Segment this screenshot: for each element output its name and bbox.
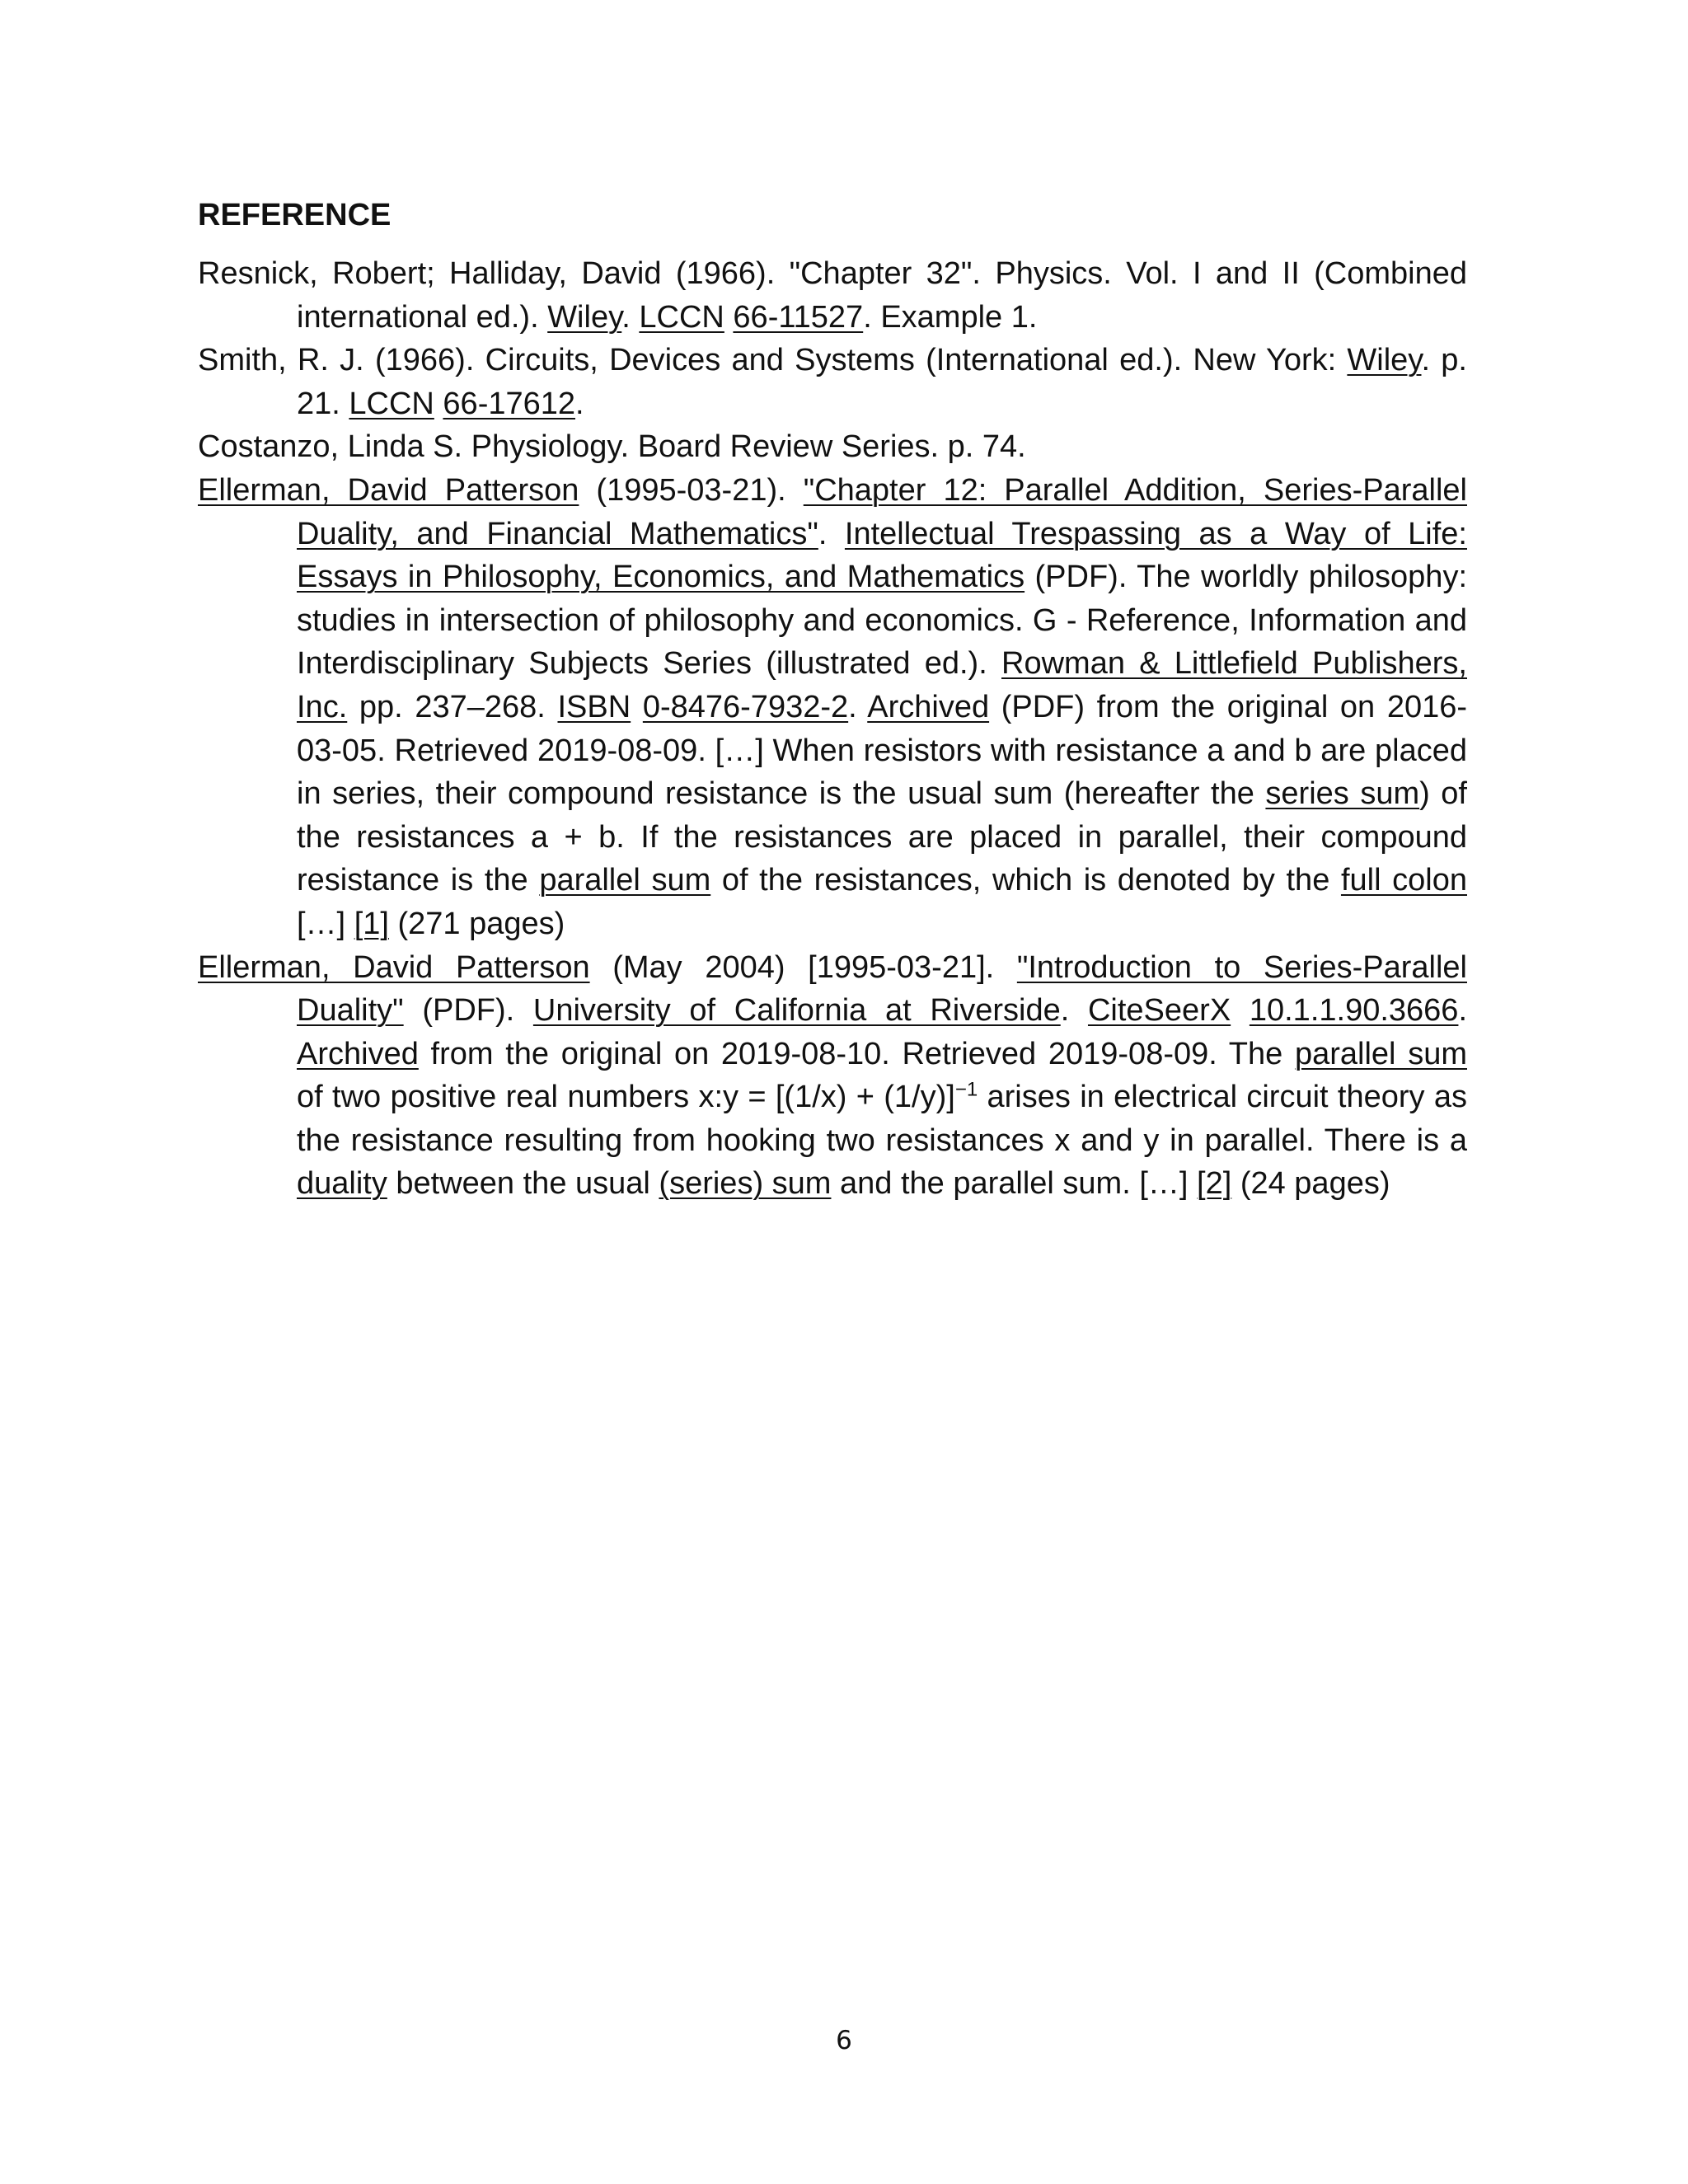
reference-link[interactable]: Wiley [547,299,622,335]
superscript-exponent: −1 [954,1078,978,1101]
reference-entry [198,252,1467,339]
reference-text: (PDF) from the original on 2016-03-05. Retrieved 2019-08-09. […] When resistors with resistance a and b are placed in series, their compound resistance is the usual sum (hereafter the [297,689,1468,812]
reference-text: (PDF). [403,993,533,1029]
reference-text: . [1458,993,1467,1029]
reference-link[interactable]: 66-17612 [443,386,576,421]
reference-link[interactable]: (series) sum [659,1166,832,1202]
reference-text: (24 pages) [1231,1166,1390,1202]
reference-link[interactable]: [1] [354,906,389,941]
reference-text: Resnick, Robert; Halliday, David (1966). "Chapter 32". Physics. Vol. I and II (Combined international ed.). [198,256,1467,335]
reference-link[interactable]: series sum [1265,776,1420,812]
reference-link[interactable]: CiteSeerX [1087,993,1231,1029]
reference-link[interactable]: LCCN [639,299,724,335]
reference-text: . [1060,993,1088,1029]
reference-text: . [818,516,845,551]
reference-link[interactable]: ISBN [557,689,631,724]
reference-text: arises in electrical circuit theory as the resistance resulting from hooking two resistances x and y in parallel. There is a [297,1080,1467,1158]
reference-text: Costanzo, Linda S. Physiology. Board Review Series. p. 74. [198,429,1026,465]
reference-link[interactable]: Ellerman, David Patterson [198,949,590,985]
reference-link[interactable]: Wiley [1347,343,1422,378]
reference-link[interactable]: parallel sum [539,863,711,898]
reference-text: (PDF). The worldly philosophy: studies in intersection of philosophy and economics. G - Reference, Information and Interdisciplinary Subjects Series (illustrated ed.). [297,560,1467,682]
reference-text: ) of the resistances a + b. If the resistances are placed in parallel, their compound resistance is the [297,776,1467,898]
reference-text: . [621,299,640,335]
reference-text [724,300,734,335]
page-number: 6 [836,2026,852,2055]
reference-text: Smith, R. J. (1966). Circuits, Devices and Systems (International ed.). New York: [198,343,1348,378]
reference-text: between the usual [387,1166,659,1202]
reference-text: (1995-03-21). [579,472,804,508]
reference-text: of the resistances, which is denoted by the [710,863,1341,898]
reference-entry [198,339,1467,425]
document-body [198,194,1467,1206]
reference-text [631,690,643,724]
reference-link[interactable]: parallel sum [1294,1036,1467,1071]
reference-entry [198,425,1467,469]
reference-link[interactable]: Ellerman, David Patterson [198,472,579,508]
reference-text [434,387,443,421]
reference-text: . p. 21. [297,343,1467,421]
reference-link[interactable]: 66-11527 [733,299,864,335]
reference-text: from the original on 2019-08-10. Retrieved 2019-08-09. The [418,1036,1295,1071]
reference-link[interactable]: 10.1.1.90.3666 [1249,993,1459,1029]
reference-text: . Example 1. [863,299,1038,335]
reference-entry [198,946,1467,1207]
reference-link[interactable]: [2] [1197,1166,1232,1202]
reference-link[interactable]: 0-8476-7932-2 [642,689,849,724]
reference-text: (271 pages) [388,906,565,941]
reference-text: . [848,689,868,724]
reference-link[interactable]: Archived [867,689,990,724]
reference-link[interactable]: full colon [1340,863,1467,898]
reference-link[interactable]: LCCN [349,386,434,421]
reference-link[interactable]: duality [297,1166,387,1202]
reference-link[interactable]: "Introduction to Series-Parallel Duality" [297,949,1467,1029]
reference-entry [198,469,1467,946]
section-heading: REFERENCE [198,198,392,232]
reference-text: (May 2004) [1995-03-21]. [589,949,1017,985]
reference-text: . [575,386,584,421]
reference-link[interactable]: Rowman & Littlefield Publishers, Inc. [297,646,1467,724]
reference-text: […] [297,906,354,941]
reference-link[interactable]: Intellectual Trespassing as a Way of Life: Essays in Philosophy, Economics, and Mathematics [297,516,1467,595]
reference-link[interactable]: "Chapter 12: Parallel Addition, Series-Parallel Duality, and Financial Mathematics" [297,472,1467,551]
reference-text [1231,993,1250,1028]
reference-text: pp. 237–268. [347,689,558,724]
reference-link[interactable]: Archived [297,1036,419,1071]
reference-list [198,252,1467,1206]
reference-text: and the parallel sum. […] [831,1166,1198,1202]
reference-link[interactable]: University of California at Riverside [532,993,1061,1029]
reference-text: of two positive real numbers x:y = [(1/x) + (1/y)] [297,1080,955,1115]
